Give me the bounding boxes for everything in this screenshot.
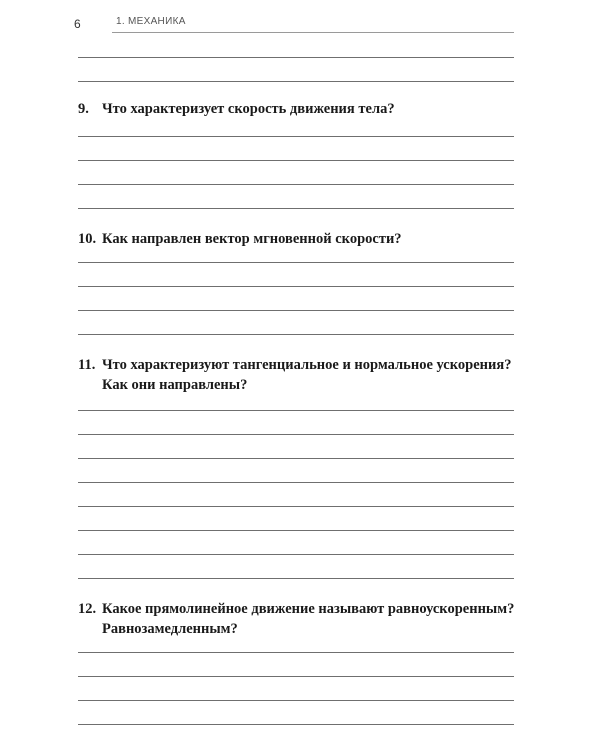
answer-line — [78, 81, 514, 82]
answer-line — [78, 262, 514, 263]
answer-line — [78, 578, 514, 579]
question-11 — [78, 355, 511, 395]
answer-line — [78, 482, 514, 483]
answer-line — [78, 652, 514, 653]
answer-line — [78, 136, 514, 137]
question-text: Что характеризует скорость движения тела? — [102, 101, 395, 117]
answer-line — [78, 434, 514, 435]
answer-line — [78, 506, 514, 507]
question-text-continuation: Как они направлены? — [102, 377, 248, 393]
question-number: 9. — [78, 101, 89, 117]
answer-line — [78, 334, 514, 335]
question-number: 12. — [78, 601, 97, 617]
answer-line — [78, 458, 514, 459]
answer-line — [78, 676, 514, 677]
chapter-title: 1. МЕХАНИКА — [116, 16, 186, 27]
answer-line — [78, 160, 514, 161]
question-text-continuation: Равнозамедленным? — [102, 621, 238, 637]
header-rule — [112, 32, 514, 33]
question-10 — [78, 229, 402, 249]
question-text: Что характеризуют тангенциальное и нормальное ускорения? — [102, 357, 512, 373]
question-9 — [78, 99, 395, 119]
answer-line — [78, 700, 514, 701]
answer-line — [78, 410, 514, 411]
answer-line — [78, 57, 514, 58]
answer-line — [78, 530, 514, 531]
page-number: 6 — [74, 17, 81, 31]
question-text: Какое прямолинейное движение называют равноускоренным? — [102, 601, 515, 617]
answer-line — [78, 310, 514, 311]
answer-line — [78, 724, 514, 725]
question-number: 10. — [78, 231, 97, 247]
answer-line — [78, 208, 514, 209]
answer-line — [78, 286, 514, 287]
answer-line — [78, 184, 514, 185]
answer-line — [78, 554, 514, 555]
question-text: Как направлен вектор мгновенной скорости? — [102, 231, 402, 247]
question-number: 11. — [78, 357, 96, 373]
question-12 — [78, 599, 514, 639]
